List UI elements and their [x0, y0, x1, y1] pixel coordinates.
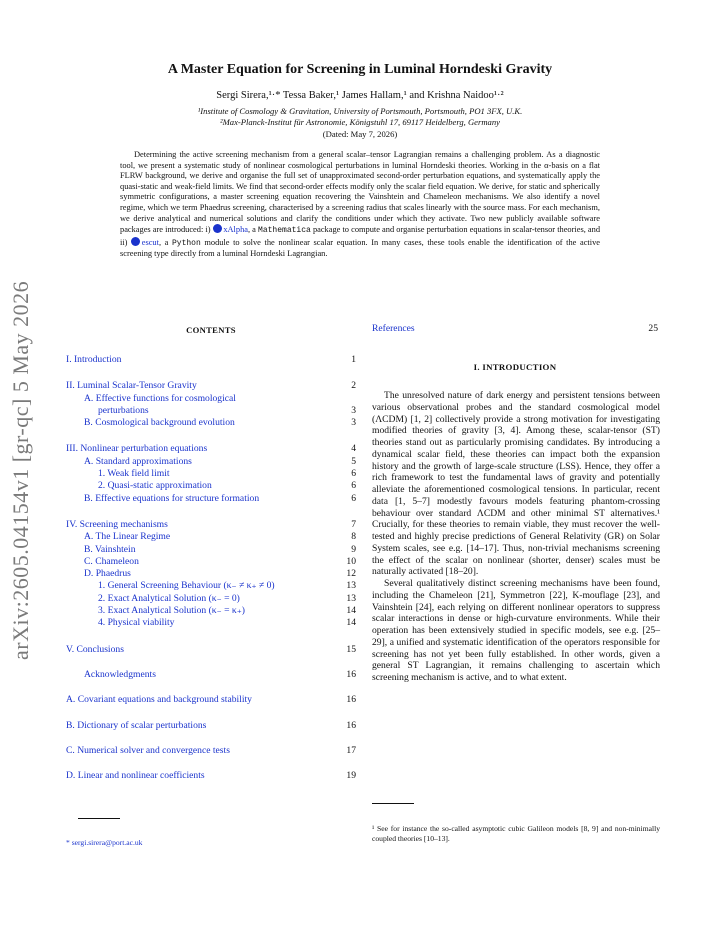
toc-entry[interactable]	[66, 745, 356, 757]
toc-entry-label[interactable]: A. Effective functions for cosmological	[84, 392, 236, 404]
toc-entry-page: 14	[346, 605, 356, 617]
toc-entry-page: 5	[351, 455, 356, 467]
toc-entry-label[interactable]: 3. Exact Analytical Solution (κ₋ = κ₊)	[98, 605, 245, 617]
toc-entry[interactable]	[66, 456, 356, 468]
toc-entry-page: 2	[351, 380, 356, 392]
toc-entry-page: 3	[351, 417, 356, 429]
toc-entry[interactable]	[66, 405, 356, 417]
toc-entry[interactable]	[66, 354, 356, 366]
abstract	[120, 150, 600, 260]
toc-entry-page: 17	[346, 744, 356, 756]
toc-entry-label[interactable]: II. Luminal Scalar-Tensor Gravity	[66, 380, 197, 392]
toc-entry-label[interactable]: References	[372, 323, 415, 334]
escut-link[interactable]: escut	[141, 237, 159, 247]
footnote-1: ¹ See for instance the so-called asymptotic cubic Galileon models [8, 9] and non-minimally coupled theories [10–13].	[372, 824, 660, 843]
toc-entry[interactable]	[66, 720, 356, 732]
toc-entry-page: 6	[351, 468, 356, 480]
toc-entry-page: 14	[346, 617, 356, 629]
toc-entry-label[interactable]: 2. Quasi-static approximation	[98, 480, 212, 492]
toc-entry-label[interactable]: D. Linear and nonlinear coefficients	[66, 770, 205, 782]
toc-entry-label[interactable]: I. Introduction	[66, 354, 122, 365]
introduction-body	[372, 390, 660, 684]
toc-entry[interactable]	[66, 544, 356, 556]
table-of-contents	[66, 354, 356, 782]
abstract-text-3: package to compute and organise perturbation equations in scalar-tensor theories, and ii)	[120, 225, 601, 247]
affiliation-1: ¹Institute of Cosmology & Gravitation, University of Portsmouth, Portsmouth, PO1 3FX, U.K.	[197, 106, 523, 116]
toc-entry-label[interactable]: A. Standard approximations	[84, 455, 192, 467]
toc-entry-page: 15	[346, 643, 356, 655]
toc-entry-label[interactable]: III. Nonlinear perturbation equations	[66, 443, 208, 455]
toc-entry-label[interactable]: 4. Physical viability	[98, 617, 175, 629]
toc-entry-label[interactable]: perturbations	[98, 404, 149, 416]
footnote-rule-right	[372, 803, 414, 804]
toc-entry[interactable]	[66, 770, 356, 782]
toc-entry-label[interactable]: A. Covariant equations and background stability	[66, 694, 252, 706]
toc-entry-page: 13	[346, 592, 356, 604]
arxiv-stamp: arXiv:2605.04154v1 [gr-qc] 5 May 2026	[8, 280, 33, 660]
python-name: Python	[171, 238, 201, 248]
paragraph: The unresolved nature of dark energy and persistent tensions between various observational probes and the standard cosmological model (ΛCDM) [1, 2] collectively provide a strong motivation for investigating modified theories of gravity [3, 4]. Among these, scalar-tensor (ST) theories stand out as particularly promising candidates. By introducing a dynamical scalar field, these theories can impact both the expansion history and the growth of large-scale structure (LSS). Hence, they offer a rich framework to test the fundamental laws of gravity and potentially alleviate the aforementioned cosmological tensions. In particular, recent data [1, 5–7] modestly favours models featuring phantom-crossing behaviour over standard ΛCDM and other minimal ST alternatives.¹ Crucially, for these theories to remain viable, they must recover the well-tested and highly precise predictions of General Relativity (GR) on Solar System scales, see e.g. [14–17]. Thus, non-trivial mechanisms screening the effect of the scalar on nonlinear (shorter, denser) scales must be naturally activated [18–20].	[372, 390, 660, 578]
toc-entry-page: 25	[648, 323, 658, 334]
toc-entry[interactable]	[66, 519, 356, 531]
toc-entry-page: 4	[351, 443, 356, 455]
mathematica-name: Mathematica	[258, 226, 311, 236]
toc-entry-page: 7	[351, 518, 356, 530]
abstract-text-1: Determining the active screening mechanism from a general scalar–tensor Lagrangian remains a challenging problem. As a diagnostic tool, we present a systematic study of nonlinear cosmological perturbations in luminal Horndeski theories. Working in the α-basis on a flat FLRW background, we derive and organise the full set of unapproximated second-order perturbation equations, and systematically apply the quasi-static and weak-field limits. We find that second-order effects modify only the scalar field equation. We derive, for static and spherically symmetric configurations, a master screening equation recovering the Vainshtein and Chameleon mechanisms. We also identify a novel regime, which we term Phaedrus screening, characterised by a screening radius that scales linearly with the source mass. For each mechanism, we derive analytical and numerical solutions and clarify the conditions under which they activate. Two new publicly available software packages are introduced: i)	[120, 150, 600, 235]
toc-entry-page: 1	[351, 354, 356, 365]
xalpha-link[interactable]: xAlpha	[223, 225, 248, 235]
toc-entry[interactable]	[66, 605, 356, 617]
toc-entry[interactable]	[66, 380, 356, 392]
toc-entry[interactable]	[66, 593, 356, 605]
toc-entry[interactable]	[66, 617, 356, 629]
toc-entry-page	[326, 393, 356, 405]
footnote-rule-left	[78, 818, 120, 819]
affiliation-2: ²Max-Planck-Institut für Astronomie, Königstuhl 17, 69117 Heidelberg, Germany	[220, 117, 500, 127]
paragraph: Several qualitatively distinct screening mechanisms have been found, including the Chameleon [21], Symmetron [22], K-mouflage [23], and Vainshtein [24], each relying on different nonlinear operators to suppress scalar interactions in dense or high-curvature environments. While their operation has been extensively studied in specific models, see e.g. [25–29], a unified and systematic identification of the operators responsible for screening has not yet been fully established. In other words, given a general ST Lagrangian, it remains challenging to ascertain which screening mechanism is active, and to what extent.	[372, 578, 660, 683]
toc-entry-label[interactable]: B. Cosmological background evolution	[84, 417, 235, 429]
toc-entry[interactable]	[66, 669, 356, 681]
toc-entry[interactable]	[66, 443, 356, 455]
toc-entry-label[interactable]: A. The Linear Regime	[84, 531, 171, 543]
toc-entry[interactable]	[66, 556, 356, 568]
toc-entry[interactable]	[66, 480, 356, 492]
toc-entry-page: 16	[346, 668, 356, 680]
abstract-text-4: , a	[158, 237, 172, 247]
toc-entry-page: 16	[346, 719, 356, 731]
toc-entry-label[interactable]: 2. Exact Analytical Solution (κ₋ = 0)	[98, 592, 240, 604]
toc-entry-label[interactable]: 1. Weak field limit	[98, 468, 170, 480]
toc-entry[interactable]	[66, 468, 356, 480]
toc-entry-page: 10	[346, 555, 356, 567]
contents-heading: CONTENTS	[186, 325, 236, 335]
toc-entry-label[interactable]: 1. General Screening Behaviour (κ₋ ≠ κ₊ ≠ 0)	[98, 580, 275, 592]
github-icon	[213, 224, 222, 233]
abstract-text-5: module to solve the nonlinear scalar equation. In many cases, these tools enable the identification of the active screening type directly from a luminal Horndeski Lagrangian.	[120, 237, 600, 259]
toc-entry[interactable]	[66, 568, 356, 580]
toc-entry-label[interactable]: IV. Screening mechanisms	[66, 518, 168, 530]
toc-entry-page: 12	[346, 568, 356, 580]
toc-entry-page: 8	[351, 531, 356, 543]
toc-entry-label[interactable]: B. Dictionary of scalar perturbations	[66, 719, 207, 731]
toc-entry-label[interactable]: B. Vainshtein	[84, 543, 136, 555]
toc-entry-page: 19	[346, 770, 356, 782]
toc-entry-label[interactable]: C. Chameleon	[84, 555, 139, 567]
toc-entry-label[interactable]: D. Phaedrus	[84, 568, 131, 580]
toc-entry[interactable]	[66, 580, 356, 592]
toc-entry-page: 13	[346, 580, 356, 592]
date-line: (Dated: May 7, 2026)	[322, 129, 398, 139]
toc-entry-label[interactable]: B. Effective equations for structure formation	[84, 492, 260, 504]
toc-entry[interactable]	[66, 393, 356, 405]
toc-entry-page: 16	[346, 694, 356, 706]
corresponding-email[interactable]: * sergi.sirera@port.ac.uk	[66, 838, 143, 847]
toc-entry-label[interactable]: V. Conclusions	[66, 643, 124, 655]
toc-entry[interactable]	[66, 644, 356, 656]
toc-entry-page: 6	[351, 480, 356, 492]
toc-entry[interactable]	[66, 531, 356, 543]
toc-entry-references[interactable]	[372, 323, 658, 334]
toc-entry-label[interactable]: C. Numerical solver and convergence tests	[66, 744, 230, 756]
paper-title: A Master Equation for Screening in Luminal Horndeski Gravity	[167, 62, 553, 77]
toc-entry[interactable]	[66, 493, 356, 505]
toc-entry-label[interactable]: Acknowledgments	[84, 668, 156, 680]
abstract-text-2: , a	[247, 225, 259, 235]
toc-entry[interactable]	[66, 694, 356, 706]
toc-entry-page: 9	[351, 543, 356, 555]
author-list: Sergi Sirera,¹·* Tessa Baker,¹ James Hallam,¹ and Krishna Naidoo¹·²	[216, 90, 504, 101]
toc-entry[interactable]	[66, 417, 356, 429]
toc-entry-page: 6	[351, 492, 356, 504]
affiliations	[0, 106, 720, 128]
github-icon	[131, 237, 140, 246]
toc-entry-page: 3	[351, 404, 356, 416]
section-heading-introduction: I. INTRODUCTION	[473, 362, 557, 372]
